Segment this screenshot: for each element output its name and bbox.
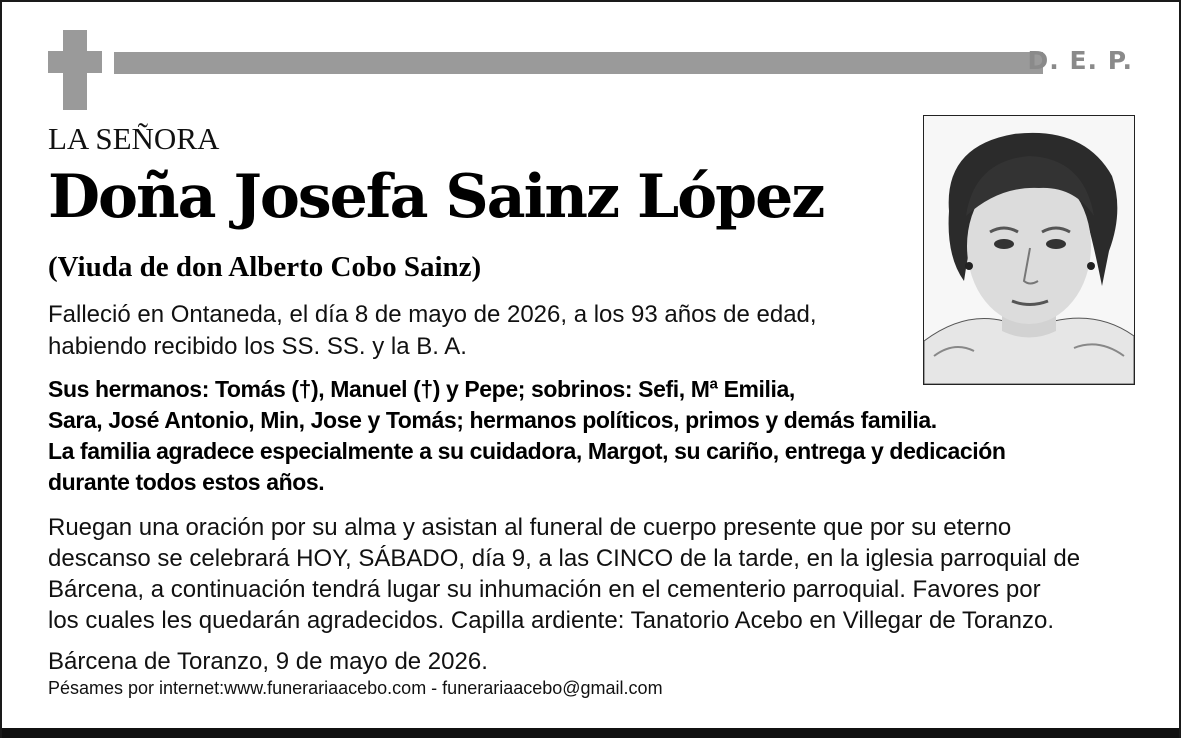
family-line-3: La familia agradece especialmente a su cuidadora, Margot, su cariño, entrega y dedicación — [48, 438, 1006, 464]
portrait-photo — [923, 115, 1135, 385]
family-block — [48, 374, 1138, 498]
funeral-line-3: Bárcena, a continuación tendrá lugar su inhumación en el cementerio parroquial. Favores por — [48, 576, 1041, 603]
widow-of: (Viuda de don Alberto Cobo Sainz) — [48, 251, 482, 283]
death-line-2: habiendo recibido los SS. SS. y la B. A. — [48, 333, 467, 360]
honorific: LA SEÑORA — [48, 121, 220, 156]
family-line-4: durante todos estos años. — [48, 469, 325, 495]
bottom-bar — [2, 728, 1179, 738]
funeral-line-2: descanso se celebrará HOY, SÁBADO, día 9, a las CINCO de la tarde, en la iglesia parroquial de — [48, 545, 1081, 572]
deceased-name: Doña Josefa Sainz López — [48, 162, 824, 232]
funeral-line-4: los cuales les quedarán agradecidos. Capilla ardiente: Tanatorio Acebo en Villegar de Toranzo. — [48, 607, 1055, 634]
header-rule — [114, 52, 1043, 74]
family-line-2: Sara, José Antonio, Min, Jose y Tomás; hermanos políticos, primos y demás familia. — [48, 407, 937, 433]
funeral-line-1: Ruegan una oración por su alma y asistan al funeral de cuerpo presente que por su eterno — [48, 514, 1012, 541]
condolences-line: Pésames por internet:www.funerariaacebo.com - funerariaacebo@gmail.com — [48, 678, 663, 698]
family-line-1: Sus hermanos: Tomás (†), Manuel (†) y Pepe; sobrinos: Sefi, Mª Emilia, — [48, 376, 795, 402]
funeral-block — [48, 512, 1148, 636]
place-date: Bárcena de Toranzo, 9 de mayo de 2026. — [48, 648, 488, 675]
death-details — [48, 299, 918, 363]
death-line-1: Falleció en Ontaneda, el día 8 de mayo de 2026, a los 93 años de edad, — [48, 301, 817, 328]
dep-label: D. E. P. — [1027, 46, 1133, 75]
